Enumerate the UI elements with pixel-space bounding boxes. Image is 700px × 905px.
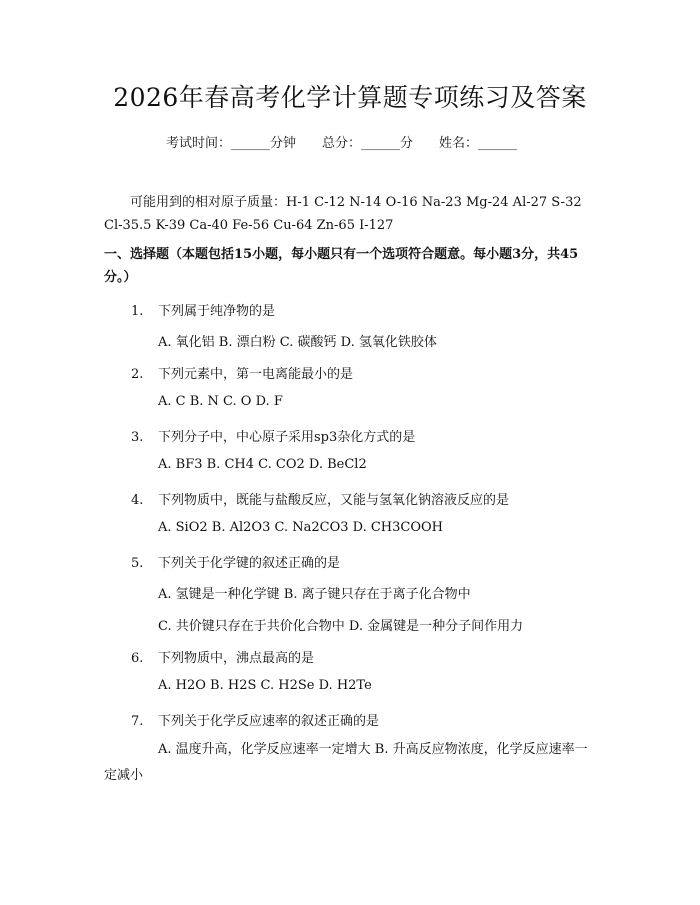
exam-meta	[166, 132, 517, 151]
student-name-field: 姓名：______	[439, 136, 518, 151]
question-4	[131, 489, 509, 508]
section-heading-choice: 一、选择题（本题包括15小题，每小题只有一个选项符合题意。每小题3分，共45分。）	[104, 247, 579, 285]
question-7	[131, 710, 379, 729]
question-stem: 下列关于化学反应速率的叙述正确的是	[158, 714, 380, 729]
question-5-options-line-2: C. 共价键只存在于共价化合物中 D. 金属键是一种分子间作用力	[158, 619, 524, 634]
question-stem: 下列分子中，中心原子采用sp3杂化方式的是	[158, 430, 416, 445]
question-2	[131, 363, 353, 382]
atomic-masses-note: 可能用到的相对原子质量：H-1 C-12 N-14 O-16 Na-23 Mg-24 Al-27 S-32 Cl-35.5 K-39 Ca-40 Fe-56 Cu-64 Zn-65 I-127	[104, 195, 582, 233]
total-score-field: 总分：______分	[322, 136, 414, 151]
question-6	[131, 647, 314, 666]
question-stem: 下列物质中，既能与盐酸反应，又能与氢氧化钠溶液反应的是	[158, 493, 510, 508]
question-5-options-line-1: A. 氢键是一种化学键 B. 离子键只存在于离子化合物中	[158, 587, 471, 602]
question-stem: 下列属于纯净物的是	[158, 304, 276, 319]
question-stem: 下列物质中，沸点最高的是	[158, 651, 315, 666]
question-7-options: A. 温度升高，化学反应速率一定增大 B. 升高反应物浓度，化学反应速率一定减小	[104, 742, 588, 783]
question-number: 5.	[131, 556, 144, 571]
question-2-options: A. C B. N C. O D. F	[158, 394, 283, 409]
question-number: 7.	[131, 714, 144, 729]
question-3	[131, 426, 415, 445]
question-stem: 下列元素中，第一电离能最小的是	[158, 367, 354, 382]
page-title: 2026年春高考化学计算题专项练习及答案	[113, 83, 587, 112]
question-number: 4.	[131, 493, 144, 508]
question-4-options: A. SiO2 B. Al2O3 C. Na2CO3 D. CH3COOH	[158, 520, 444, 535]
question-number: 1.	[131, 304, 144, 319]
question-5	[131, 552, 340, 571]
exam-time-field: 考试时间：______分钟	[166, 136, 297, 151]
question-1-options: A. 氧化铝 B. 漂白粉 C. 碳酸钙 D. 氢氧化铁胶体	[158, 335, 437, 350]
question-3-options: A. BF3 B. CH4 C. CO2 D. BeCl2	[158, 457, 367, 472]
question-1	[131, 300, 275, 319]
question-number: 6.	[131, 651, 144, 666]
question-stem: 下列关于化学键的叙述正确的是	[158, 556, 341, 571]
question-number: 3.	[131, 430, 144, 445]
question-number: 2.	[131, 367, 144, 382]
question-6-options: A. H2O B. H2S C. H2Se D. H2Te	[158, 678, 372, 693]
